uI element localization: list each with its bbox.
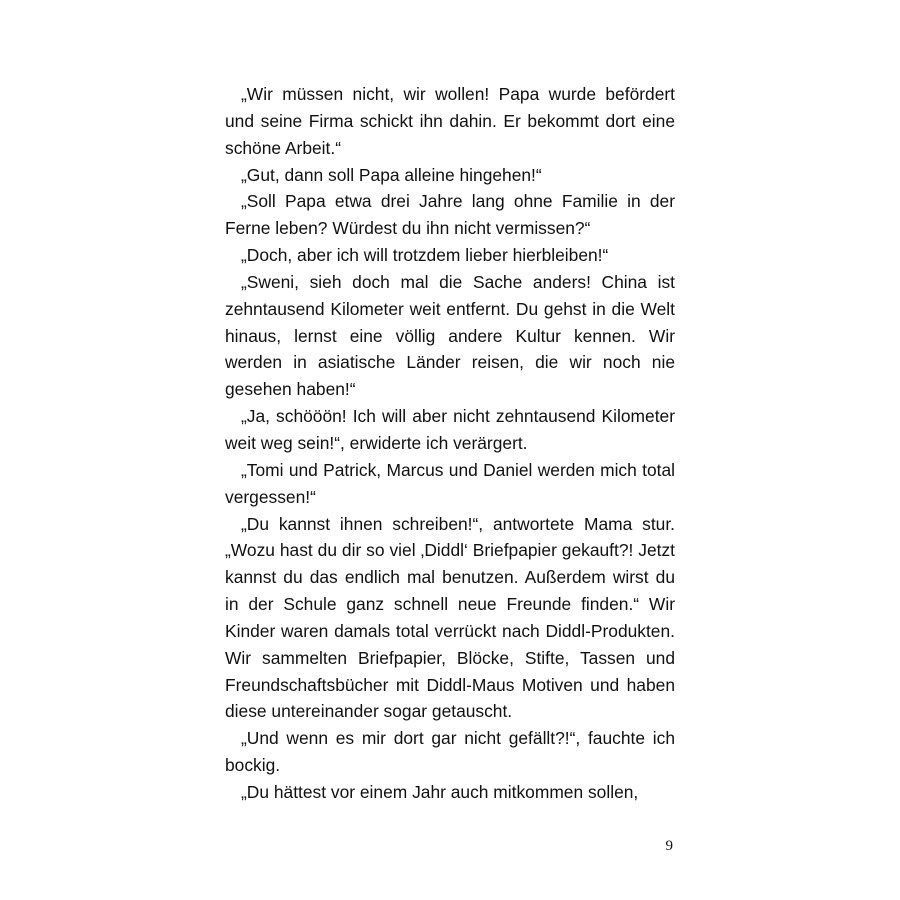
paragraph-6: „Ja, schööön! Ich will aber nicht zehntausend Kilometer weit weg sein!“, erwiderte ich verärgert. — [225, 406, 675, 453]
paragraph-3: „Soll Papa etwa drei Jahre lang ohne Familie in der Ferne leben? Würdest du ihn nicht vermissen?“ — [225, 191, 675, 239]
paragraph-7: „Tomi und Patrick, Marcus und Daniel werden mich total vergessen!“ — [225, 459, 675, 507]
paragraph-9: „Und wenn es mir dort gar nicht gefällt?!“, fauchte ich bockig. — [225, 728, 675, 776]
paragraph-2: „Gut, dann soll Papa alleine hingehen!“ — [241, 164, 542, 185]
paragraph-5: „Sweni, sieh doch mal die Sache anders! China ist zehntausend Kilometer weit entfernt. Du gehst in die Welt hinaus, lernst eine völlig andere Kultur kennen. Wir werden in asiatische Länder reisen, die wir noch nie gesehen haben!“ — [225, 271, 675, 400]
paragraph-8: „Du kannst ihnen schreiben!“, antwortete Mama stur. „Wozu hast du dir so viel ‚Diddl‘ Briefpapier gekauft?! Jetzt kannst du das endlich mal benutzen. Außerdem wirst du in der Schule ganz schnell neue Freunde finden.“ Wir Kinder waren damals total verrückt nach Diddl-Produkten. Wir sammelten Briefpapier, Blöcke, Stifte, Tassen und Freundschaftsbücher mit Diddl-Maus Motiven und haben diese untereinander sogar getauscht. — [225, 513, 675, 722]
page-number: 9 — [665, 838, 673, 854]
paragraph-4: „Doch, aber ich will trotzdem lieber hierbleiben!“ — [241, 245, 609, 266]
paragraph-10: „Du hättest vor einem Jahr auch mitkommen sollen, — [241, 781, 639, 802]
paragraph-1: „Wir müssen nicht, wir wollen! Papa wurde befördert und seine Firma schickt ihn dahin. Er bekommt dort eine schöne Arbeit.“ — [225, 84, 675, 158]
body-text — [225, 81, 675, 806]
